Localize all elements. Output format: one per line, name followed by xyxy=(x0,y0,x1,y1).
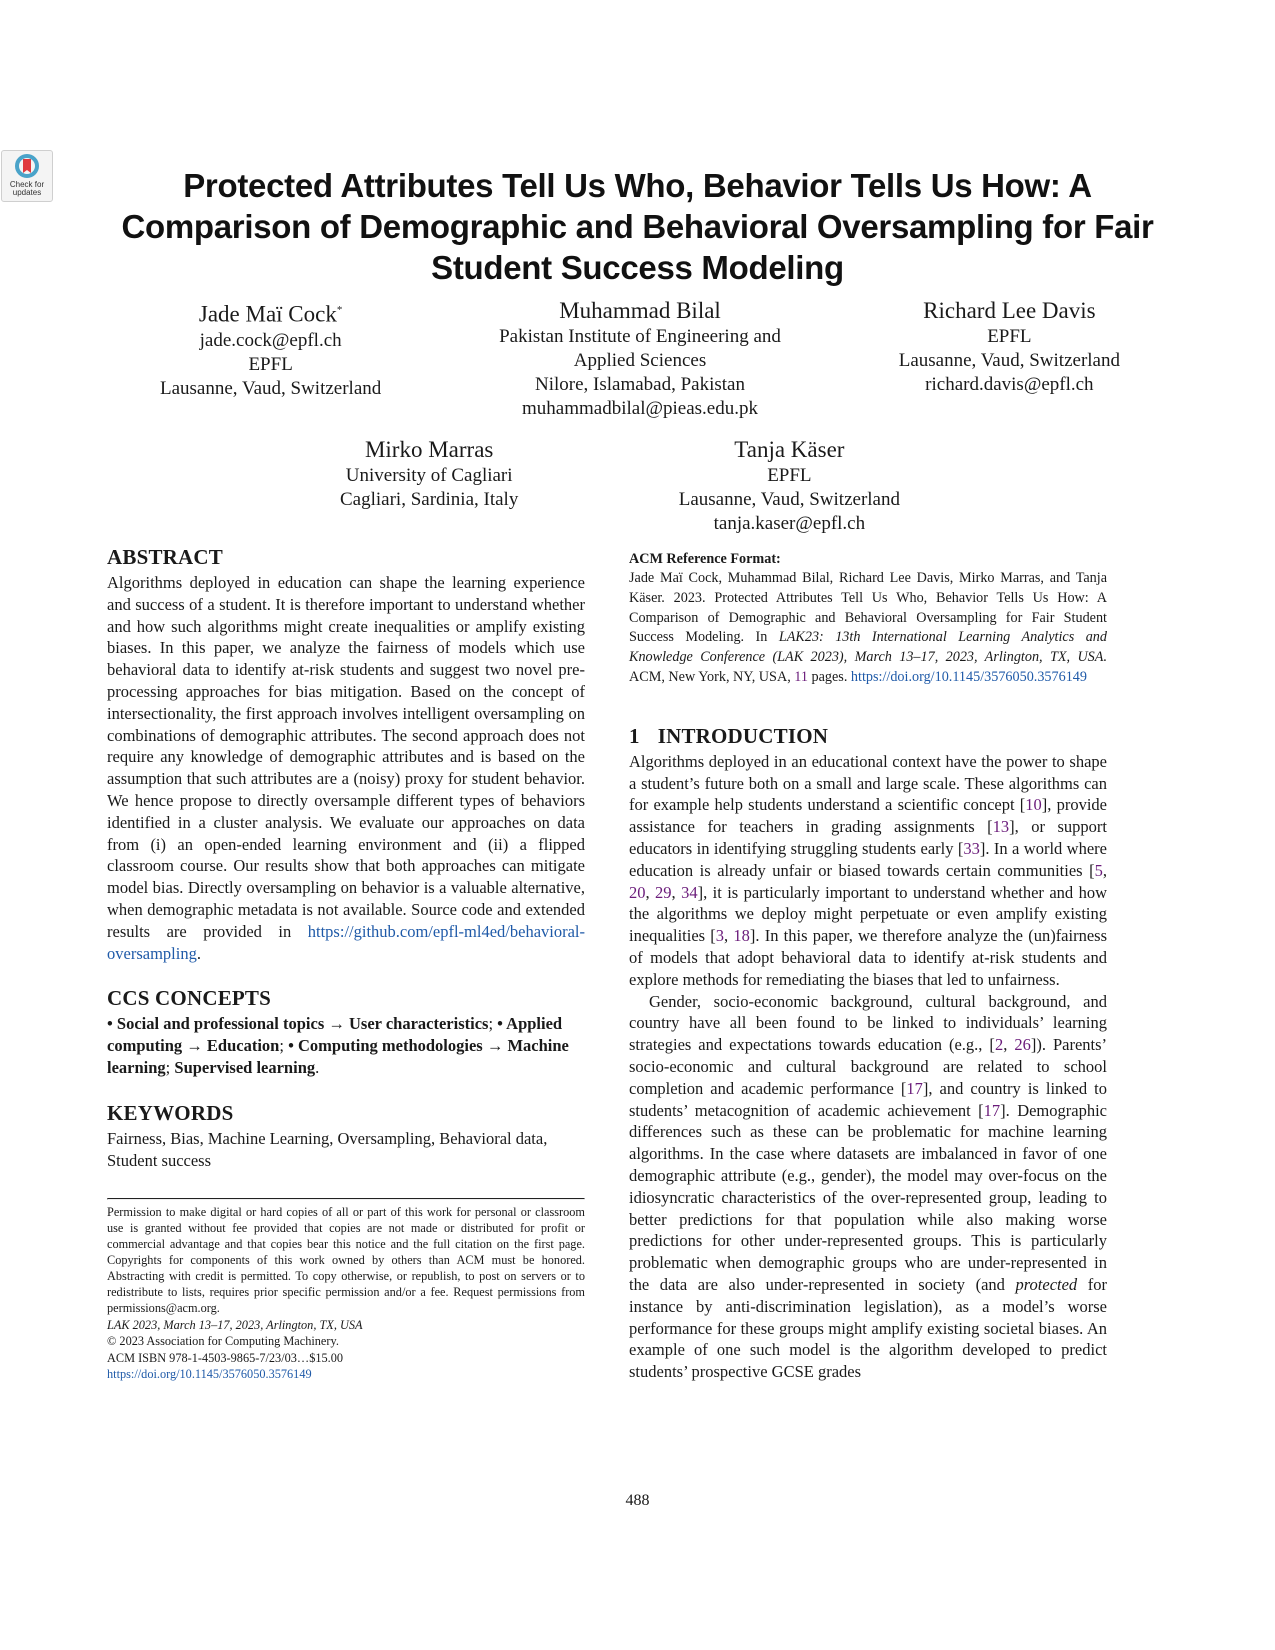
authors-row-2 xyxy=(340,435,900,536)
author-name: Jade Maï Cock* xyxy=(198,301,343,327)
author-affiliation: EPFL xyxy=(248,353,293,375)
keywords-heading: KEYWORDS xyxy=(107,1100,234,1125)
citation-link[interactable]: 34 xyxy=(681,882,698,902)
author-email[interactable]: jade.cock@epfl.ch xyxy=(199,329,342,351)
citation-link[interactable]: 3 xyxy=(715,926,725,946)
crossmark-badge-icon xyxy=(14,154,40,180)
author-name: Tanja Käser xyxy=(734,437,845,462)
ccs-heading: CCS CONCEPTS xyxy=(107,986,272,1011)
author-location: Nilore, Islamabad, Pakistan xyxy=(534,374,745,395)
citation-link[interactable]: 18 xyxy=(733,926,750,946)
author-affiliation: University of Cagliari xyxy=(345,465,513,486)
acm-reference-label: ACM Reference Format: xyxy=(629,551,781,567)
author-name: Richard Lee Davis xyxy=(923,298,1096,323)
citation-link[interactable]: 17 xyxy=(906,1078,923,1098)
citation-link[interactable]: 20 xyxy=(629,882,646,902)
paper-title: Protected Attributes Tell Us Who, Behavior Tells Us How: A Comparison of Demographic and Behavioral Oversampling for Fair Student Success Modeling xyxy=(121,167,1154,286)
author-email[interactable]: muhammadbilal@pieas.edu.pk xyxy=(522,398,758,419)
acm-reference-text: Jade Maï Cock, Muhammad Bilal, Richard Lee Davis, Mirko Marras, and Tanja Käser. 2023. Protected Attributes Tell Us Who, Behavior Tells Us How: A Comparison of Demographic and Behavioral Oversampling for Fair Student Success Modeling. In LAK23: 13th International Learning Analytics and Knowledge Conference (LAK 2023), March 13–17, 2023, Arlington, TX, USA. ACM, New York, NY, USA, 11 pages. https://doi.org/10.1145/3576050.3576149 xyxy=(629,570,1107,685)
github-link[interactable]: https://github.com/epfl-ml4ed/behavioral-oversampling xyxy=(107,921,585,963)
citation-link[interactable]: 2 xyxy=(994,1035,1004,1055)
citation-link[interactable]: 17 xyxy=(983,1100,1001,1120)
author-affiliation: EPFL xyxy=(987,326,1032,347)
citation-link[interactable]: 10 xyxy=(1025,795,1042,815)
conference-venue: LAK 2023, March 13–17, 2023, Arlington, TX, USA xyxy=(107,1317,363,1332)
ccs-concepts: • Social and professional topics → User characteristics; • Applied computing → Education; • Computing methodologies → Machine learning; Supervised learning. xyxy=(107,1014,569,1077)
author-location: Lausanne, Vaud, Switzerland xyxy=(898,350,1120,371)
author-affiliation: Applied Sciences xyxy=(573,350,707,371)
page-number: 488 xyxy=(625,1492,650,1509)
intro-paragraph-1: Algorithms deployed in an educational context have the power to shape a student’s future both on a small and large scale. These algorithms can for example help students understand a scientific concept [10], provide assistance for teachers in grading assignments [13], or support educators in identifying struggling students early [33]. In a world where education is already unfair or biased towards certain communities [5, 20, 29, 34], it is particularly important to understand whether and how the algorithms we deploy might perpetuate or even amplify existing inequalities [3, 18]. In this paper, we therefore analyze the (un)fairness of models that adopt behavioral data to identify at-risk students and explore methods for remediating the biases that led to unfairness. xyxy=(629,751,1108,989)
footnote-doi-link[interactable]: https://doi.org/10.1145/3576050.3576149 xyxy=(107,1367,312,1382)
author-block xyxy=(340,435,518,536)
author-name: Mirko Marras xyxy=(364,437,494,462)
check-for-updates-badge[interactable] xyxy=(1,150,53,202)
citation-link[interactable]: 33 xyxy=(963,838,980,858)
isbn: ACM ISBN 978-1-4503-9865-7/23/03…$15.00 xyxy=(107,1350,344,1365)
author-block xyxy=(160,296,381,421)
crossmark-label: Check for updates xyxy=(9,180,45,197)
author-block xyxy=(499,296,781,421)
abstract-heading: ABSTRACT xyxy=(107,545,223,569)
citation-link[interactable]: 29 xyxy=(655,882,672,902)
author-affiliation: Pakistan Institute of Engineering and xyxy=(499,326,781,347)
left-column xyxy=(107,545,585,1383)
citation-link[interactable]: 13 xyxy=(992,817,1010,837)
citation-link[interactable]: 26 xyxy=(1014,1035,1031,1055)
author-block xyxy=(679,435,900,536)
copyright-notice: © 2023 Association for Computing Machinery. xyxy=(107,1334,339,1349)
authors-row-1 xyxy=(160,296,1120,421)
author-email[interactable]: richard.davis@epfl.ch xyxy=(925,374,1094,395)
abstract-text: Algorithms deployed in education can shape the learning experience and success of a student. It is therefore important to understand whether and how such algorithms might create inequalities or amplify existing biases. In this paper, we analyze the fairness of models which use behavioral data to identify at-risk students and suggest two novel pre-processing approaches for bias mitigation. Based on the concept of intersectionality, the first approach involves intelligent oversampling on combinations of demographic attributes. The second approach does not require any knowledge of demographic attributes and is based on the assumption that such attributes are a (noisy) proxy for student behavior. We hence propose to directly oversample different types of behaviors identified in a cluster analysis. We evaluate our approaches on data from (i) an open-ended learning environment and (ii) a flipped classroom course. Our results show that both approaches can mitigate model bias. Directly oversampling on behavior is a valuable alternative, when demographic metadata is not available. Source code and extended results are provided in https://github.com/epfl-ml4ed/behavioral-oversampling. xyxy=(107,573,585,963)
author-email[interactable]: tanja.kaser@epfl.ch xyxy=(713,513,866,534)
citation-link[interactable]: 5 xyxy=(1094,860,1103,880)
author-name: Muhammad Bilal xyxy=(559,298,721,323)
right-column xyxy=(629,545,1107,1383)
acm-reference-doi-link[interactable]: https://doi.org/10.1145/3576050.3576149 xyxy=(850,668,1087,685)
keywords-text: Fairness, Bias, Machine Learning, Oversampling, Behavioral data, Student success xyxy=(107,1128,548,1170)
author-location: Lausanne, Vaud, Switzerland xyxy=(678,489,900,510)
author-affiliation: EPFL xyxy=(767,465,812,486)
author-location: Lausanne, Vaud, Switzerland xyxy=(160,377,382,399)
author-location: Cagliari, Sardinia, Italy xyxy=(340,489,519,510)
introduction-heading: 1 INTRODUCTION xyxy=(629,723,829,748)
intro-paragraph-2: Gender, socio-economic background, cultural background, and country have all been found to be linked to individuals’ learning strategies and expectations towards education (e.g., [2, 26]). Parents’ socio-economic and cultural background are related to school completion and academic performance [17], and country is linked to students’ metacognition of academic achievement [17]. Demographic differences such as these can be problematic for machine learning algorithms. In the case where datasets are imbalanced in favor of one demographic attribute (e.g., gender), the model may over-focus on the idiosyncratic characteristics of the over-represented group, leading to better predictions for that population while also making worse predictions for other under-represented groups. This is particularly problematic when demographic groups who are under-represented in the data are also under-represented in society (and protected for instance by anti-discrimination legislation), as a model’s worse performance for these groups might amplify existing societal biases. An example of one such model is the algorithm developed to predict students’ prospective GCSE grades xyxy=(629,991,1108,1382)
author-block xyxy=(899,296,1120,421)
permission-notice: Permission to make digital or hard copies of all or part of this work for personal or classroom use is granted without fee provided that copies are not made or distributed for profit or commercial advantage and that copies bear this notice and the full citation on the first page. Copyrights for components of this work owned by others than ACM must be honored. Abstracting with credit is permitted. To copy otherwise, or republish, to post on servers or to redistribute to lists, requires prior specific permission and/or a fee. Request permissions from permissions@acm.org. xyxy=(107,1205,585,1315)
